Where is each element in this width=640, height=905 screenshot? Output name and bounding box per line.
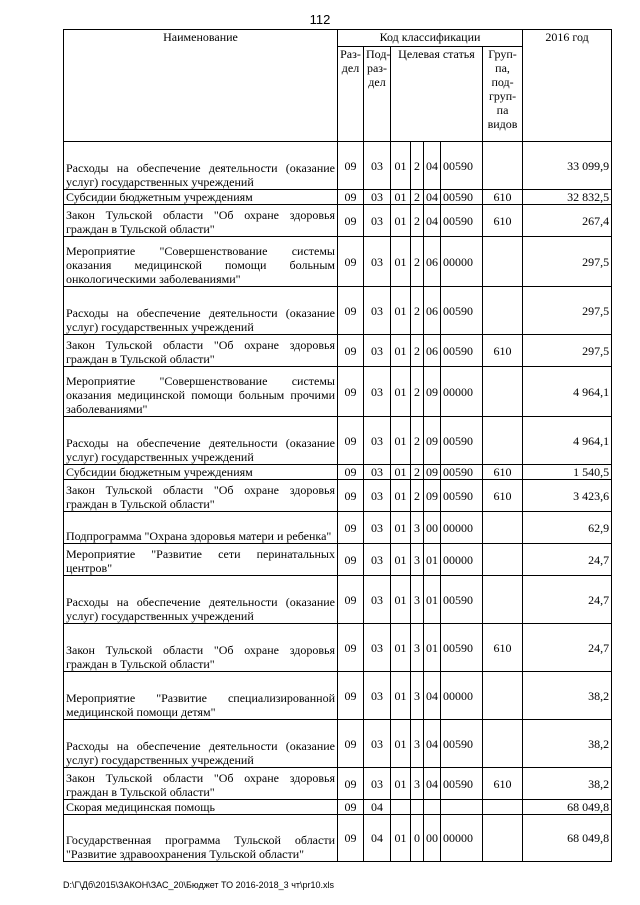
- row-target-subprogram: 2: [411, 142, 424, 190]
- row-target-direction: 00590: [441, 335, 483, 367]
- row-target-direction: 00000: [441, 672, 483, 720]
- row-target-event: 04: [424, 205, 441, 237]
- row-podrazdel: 03: [364, 205, 391, 237]
- row-razdel: 09: [338, 417, 364, 465]
- page-number: 112: [309, 12, 331, 27]
- row-target-direction: 00590: [441, 190, 483, 205]
- row-target-subprogram: 2: [411, 465, 424, 480]
- row-name: Мероприятие "Развитие сети перинатальных центров": [64, 544, 338, 576]
- row-amount: 24,7: [523, 624, 612, 672]
- row-target-program: 01: [391, 287, 411, 335]
- row-expense-type: 610: [483, 480, 523, 512]
- row-target-program: 01: [391, 576, 411, 624]
- row-name: Субсидии бюджетным учреждениям: [64, 465, 338, 480]
- row-podrazdel: 03: [364, 465, 391, 480]
- row-expense-type: [483, 576, 523, 624]
- row-amount: 1 540,5: [523, 465, 612, 480]
- row-name: Закон Тульской области "Об охране здоровья граждан в Тульской области": [64, 624, 338, 672]
- row-target-subprogram: 2: [411, 367, 424, 417]
- table-row: [64, 768, 612, 800]
- row-target-program: 01: [391, 367, 411, 417]
- row-podrazdel: 03: [364, 768, 391, 800]
- row-target-subprogram: 2: [411, 287, 424, 335]
- row-target-event: 04: [424, 142, 441, 190]
- row-razdel: 09: [338, 672, 364, 720]
- row-expense-type: [483, 672, 523, 720]
- row-name: Государственная программа Тульской области "Развитие здравоохранения Тульской области": [64, 815, 338, 862]
- table-row: [64, 190, 612, 205]
- row-target-program: 01: [391, 205, 411, 237]
- row-target-subprogram: 0: [411, 815, 424, 862]
- row-amount: 62,9: [523, 512, 612, 544]
- row-target-direction: 00590: [441, 417, 483, 465]
- table-row: [64, 237, 612, 287]
- row-target-subprogram: 3: [411, 672, 424, 720]
- row-razdel: 09: [338, 512, 364, 544]
- row-expense-type: [483, 720, 523, 768]
- row-target-subprogram: 3: [411, 544, 424, 576]
- table-row: [64, 800, 612, 815]
- header-podrazdel: Под- раз- дел: [364, 47, 391, 142]
- row-target-direction: 00000: [441, 544, 483, 576]
- row-razdel: 09: [338, 465, 364, 480]
- row-name: Расходы на обеспечение деятельности (оказание услуг) государственных учреждений: [64, 720, 338, 768]
- row-name: Расходы на обеспечение деятельности (оказание услуг) государственных учреждений: [64, 417, 338, 465]
- row-target-subprogram: 2: [411, 480, 424, 512]
- row-target-program: 01: [391, 480, 411, 512]
- row-name: Мероприятие "Совершенствование системы оказания медицинской помощи больным онкологическими заболеваниями": [64, 237, 338, 287]
- row-razdel: 09: [338, 205, 364, 237]
- row-amount: 297,5: [523, 287, 612, 335]
- table-row: [64, 672, 612, 720]
- row-target-program: 01: [391, 465, 411, 480]
- row-amount: 38,2: [523, 768, 612, 800]
- table-row: [64, 576, 612, 624]
- row-target-program: 01: [391, 544, 411, 576]
- row-razdel: 09: [338, 768, 364, 800]
- row-razdel: 09: [338, 480, 364, 512]
- header-name: Наименование: [64, 30, 338, 142]
- row-amount: 32 832,5: [523, 190, 612, 205]
- row-expense-type: [483, 142, 523, 190]
- row-target-event: 09: [424, 417, 441, 465]
- row-name: Подпрограмма "Охрана здоровья матери и ребенка": [64, 512, 338, 544]
- row-expense-type: [483, 417, 523, 465]
- row-expense-type: [483, 815, 523, 862]
- row-podrazdel: 03: [364, 367, 391, 417]
- row-target-event: 04: [424, 190, 441, 205]
- header-razdel: Раз- дел: [338, 47, 364, 142]
- row-target-subprogram: 2: [411, 335, 424, 367]
- row-target-program: 01: [391, 720, 411, 768]
- row-target-event: 06: [424, 335, 441, 367]
- footer-file-path: D:\Г\Дб\2015\ЗАКОН\ЗАС_20\Бюджет ТО 2016-2018_3 чт\pr10.xls: [63, 880, 335, 890]
- row-name: Расходы на обеспечение деятельности (оказание услуг) государственных учреждений: [64, 287, 338, 335]
- budget-table: [63, 29, 612, 862]
- row-expense-type: [483, 544, 523, 576]
- row-target-program: 01: [391, 768, 411, 800]
- row-amount: 3 423,6: [523, 480, 612, 512]
- table-row: [64, 417, 612, 465]
- row-expense-type: [483, 800, 523, 815]
- row-razdel: 09: [338, 190, 364, 205]
- row-target-direction: [441, 800, 483, 815]
- row-target-event: 01: [424, 624, 441, 672]
- row-name: Мероприятие "Совершенствование системы оказания медицинской помощи больным прочими заболеваниями": [64, 367, 338, 417]
- row-target-direction: 00590: [441, 465, 483, 480]
- row-expense-type: [483, 512, 523, 544]
- row-target-direction: 00590: [441, 768, 483, 800]
- row-target-event: [424, 800, 441, 815]
- row-amount: 38,2: [523, 672, 612, 720]
- row-razdel: 09: [338, 287, 364, 335]
- row-expense-type: [483, 287, 523, 335]
- row-target-subprogram: 2: [411, 237, 424, 287]
- row-podrazdel: 03: [364, 480, 391, 512]
- row-target-event: 09: [424, 465, 441, 480]
- row-target-subprogram: 3: [411, 720, 424, 768]
- row-razdel: 09: [338, 335, 364, 367]
- table-row: [64, 142, 612, 190]
- row-podrazdel: 03: [364, 624, 391, 672]
- table-body: [64, 142, 612, 862]
- row-razdel: 09: [338, 544, 364, 576]
- row-razdel: 09: [338, 800, 364, 815]
- row-razdel: 09: [338, 815, 364, 862]
- row-target-event: 06: [424, 237, 441, 287]
- row-expense-type: [483, 367, 523, 417]
- row-target-program: 01: [391, 190, 411, 205]
- row-name: Мероприятие "Развитие специализированной медицинской помощи детям": [64, 672, 338, 720]
- row-target-program: [391, 800, 411, 815]
- row-podrazdel: 03: [364, 672, 391, 720]
- row-target-subprogram: 3: [411, 576, 424, 624]
- row-amount: 24,7: [523, 544, 612, 576]
- row-amount: 267,4: [523, 205, 612, 237]
- row-podrazdel: 03: [364, 720, 391, 768]
- row-podrazdel: 04: [364, 800, 391, 815]
- row-podrazdel: 03: [364, 335, 391, 367]
- header-target: Целевая статья: [391, 47, 483, 142]
- row-podrazdel: 03: [364, 417, 391, 465]
- row-razdel: 09: [338, 624, 364, 672]
- row-expense-type: 610: [483, 205, 523, 237]
- header-year: 2016 год: [523, 30, 612, 142]
- row-target-direction: 00000: [441, 237, 483, 287]
- row-name: Закон Тульской области "Об охране здоровья граждан в Тульской области": [64, 768, 338, 800]
- row-target-event: 04: [424, 720, 441, 768]
- row-podrazdel: 03: [364, 190, 391, 205]
- row-podrazdel: 03: [364, 512, 391, 544]
- row-podrazdel: 03: [364, 287, 391, 335]
- row-target-program: 01: [391, 512, 411, 544]
- row-name: Закон Тульской области "Об охране здоровья граждан в Тульской области": [64, 480, 338, 512]
- table-row: [64, 720, 612, 768]
- row-razdel: 09: [338, 720, 364, 768]
- row-target-program: 01: [391, 672, 411, 720]
- row-razdel: 09: [338, 367, 364, 417]
- row-target-event: 09: [424, 480, 441, 512]
- row-expense-type: 610: [483, 768, 523, 800]
- row-expense-type: 610: [483, 624, 523, 672]
- row-expense-type: 610: [483, 465, 523, 480]
- row-target-subprogram: 2: [411, 190, 424, 205]
- row-amount: 297,5: [523, 335, 612, 367]
- row-target-subprogram: 2: [411, 205, 424, 237]
- table-row: [64, 480, 612, 512]
- row-expense-type: 610: [483, 190, 523, 205]
- row-name: Закон Тульской области "Об охране здоровья граждан в Тульской области": [64, 335, 338, 367]
- row-target-direction: 00590: [441, 576, 483, 624]
- row-name: Расходы на обеспечение деятельности (оказание услуг) государственных учреждений: [64, 142, 338, 190]
- row-target-event: 00: [424, 512, 441, 544]
- row-amount: 33 099,9: [523, 142, 612, 190]
- header-group: Груп- па, под- груп- па видов: [483, 47, 523, 142]
- row-name: Скорая медицинская помощь: [64, 800, 338, 815]
- table-row: [64, 465, 612, 480]
- row-razdel: 09: [338, 237, 364, 287]
- row-name: Расходы на обеспечение деятельности (оказание услуг) государственных учреждений: [64, 576, 338, 624]
- row-target-direction: 00590: [441, 720, 483, 768]
- row-target-direction: 00590: [441, 480, 483, 512]
- table-row: [64, 544, 612, 576]
- row-amount: 297,5: [523, 237, 612, 287]
- row-amount: 4 964,1: [523, 367, 612, 417]
- row-name: Субсидии бюджетным учреждениям: [64, 190, 338, 205]
- row-target-direction: 00590: [441, 287, 483, 335]
- row-podrazdel: 03: [364, 142, 391, 190]
- row-target-subprogram: 3: [411, 624, 424, 672]
- table-row: [64, 512, 612, 544]
- row-target-event: 01: [424, 576, 441, 624]
- row-target-program: 01: [391, 815, 411, 862]
- row-amount: 4 964,1: [523, 417, 612, 465]
- table-row: [64, 624, 612, 672]
- row-podrazdel: 03: [364, 576, 391, 624]
- row-amount: 68 049,8: [523, 800, 612, 815]
- row-amount: 24,7: [523, 576, 612, 624]
- row-target-program: 01: [391, 335, 411, 367]
- row-target-event: 09: [424, 367, 441, 417]
- row-target-subprogram: 2: [411, 417, 424, 465]
- row-target-event: 01: [424, 544, 441, 576]
- row-target-direction: 00000: [441, 367, 483, 417]
- row-target-event: 04: [424, 768, 441, 800]
- row-target-event: 06: [424, 287, 441, 335]
- row-razdel: 09: [338, 576, 364, 624]
- row-podrazdel: 03: [364, 237, 391, 287]
- row-target-direction: 00590: [441, 624, 483, 672]
- table-row: [64, 335, 612, 367]
- table-row: [64, 815, 612, 862]
- row-expense-type: 610: [483, 335, 523, 367]
- row-target-direction: 00000: [441, 815, 483, 862]
- row-podrazdel: 04: [364, 815, 391, 862]
- row-razdel: 09: [338, 142, 364, 190]
- row-name: Закон Тульской области "Об охране здоровья граждан в Тульской области": [64, 205, 338, 237]
- table-row: [64, 367, 612, 417]
- row-target-subprogram: 3: [411, 768, 424, 800]
- row-target-program: 01: [391, 624, 411, 672]
- header-code: Код классификации: [338, 30, 523, 47]
- row-target-event: 00: [424, 815, 441, 862]
- row-podrazdel: 03: [364, 544, 391, 576]
- row-target-subprogram: 3: [411, 512, 424, 544]
- table-row: [64, 287, 612, 335]
- row-target-direction: 00000: [441, 512, 483, 544]
- table-row: [64, 205, 612, 237]
- row-target-program: 01: [391, 142, 411, 190]
- row-target-direction: 00590: [441, 205, 483, 237]
- row-target-program: 01: [391, 237, 411, 287]
- row-target-direction: 00590: [441, 142, 483, 190]
- row-amount: 38,2: [523, 720, 612, 768]
- row-amount: 68 049,8: [523, 815, 612, 862]
- row-target-program: 01: [391, 417, 411, 465]
- row-expense-type: [483, 237, 523, 287]
- row-target-event: 04: [424, 672, 441, 720]
- row-target-subprogram: [411, 800, 424, 815]
